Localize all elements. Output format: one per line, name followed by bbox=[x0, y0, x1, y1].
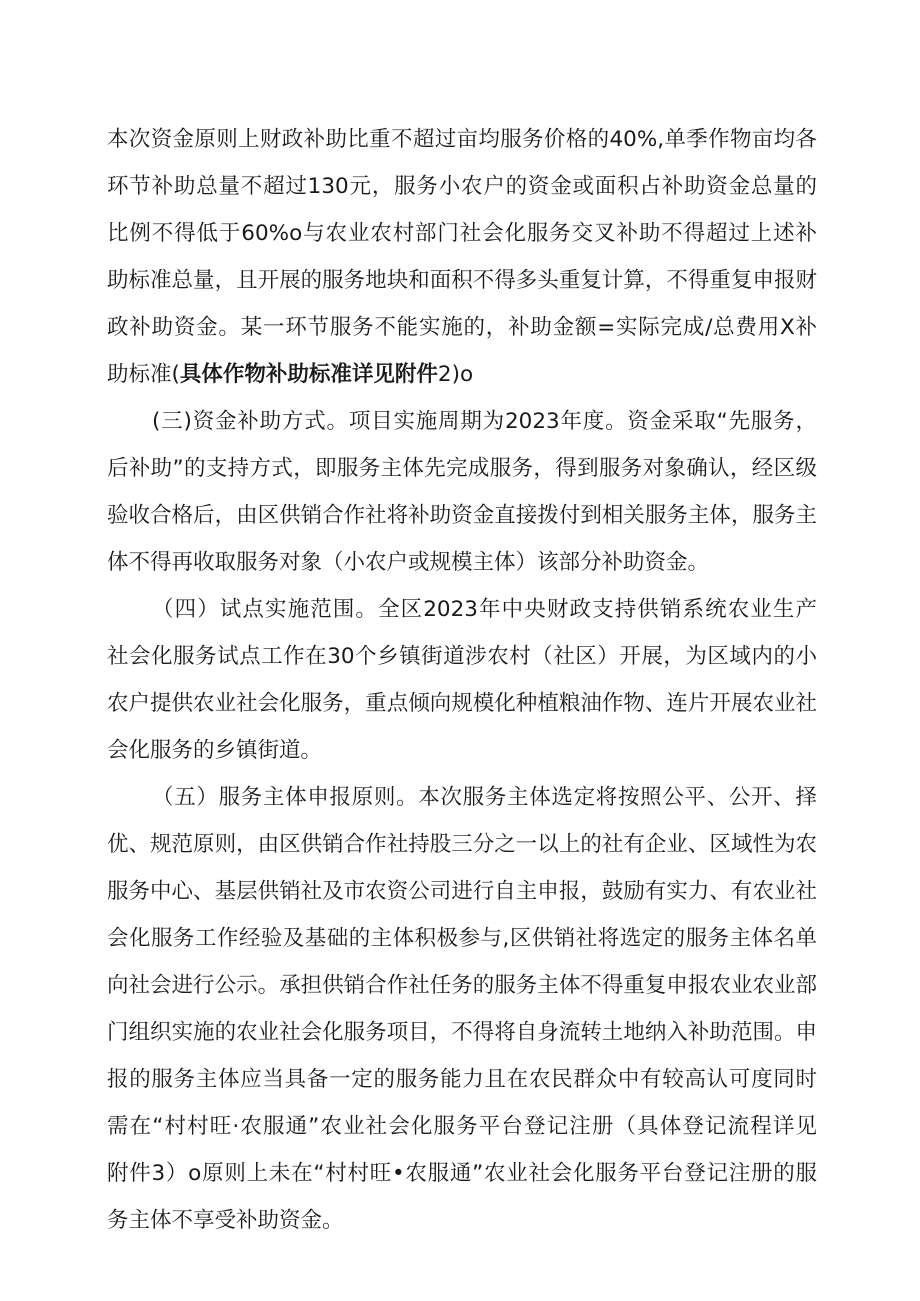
p3-line-2: 社会化服务试点工作在30个乡镇街道涉农村（社区）开展，为区域内的小 bbox=[107, 644, 817, 669]
p2-line-4: 体不得再收取服务对象（小农户或规模主体）该部分补助资金。 bbox=[107, 550, 710, 575]
p2-line-3: 验收合格后，由区供销合作社将补助资金直接拨付到相关服务主体，服务主 bbox=[107, 503, 817, 528]
p4-line-7: 报的服务主体应当具备一定的服务能力且在农民群众中有较高认可度同时 bbox=[107, 1067, 817, 1092]
p1-line-5: 政补助资金。某一环节服务不能实施的，补助金额=实际完成/总费用X补 bbox=[107, 315, 817, 340]
p4-line-10: 务主体不享受补助资金。 bbox=[107, 1208, 344, 1233]
p4-line-3: 服务中心、基层供销社及市农资公司进行自主申报，鼓励有实力、有农业社 bbox=[107, 879, 817, 904]
p4-line-1: （五）服务主体申报原则。本次服务主体选定将按照公平、公开、择 bbox=[152, 785, 817, 810]
p4-line-5: 向社会进行公示。承担供销合作社任务的服务主体不得重复申报农业农业部 bbox=[107, 973, 817, 998]
p3-line-4: 会化服务的乡镇街道。 bbox=[107, 738, 323, 763]
p1-line-1: 本次资金原则上财政补助比重不超过亩均服务价格的40%,单季作物亩均各 bbox=[107, 127, 817, 152]
p1-last-bold: 具体作物补助标准详见附件 bbox=[179, 362, 438, 387]
p4-line-8: 需在“村村旺·农服通”农业社会化服务平台登记注册（具体登记流程详见 bbox=[107, 1114, 817, 1139]
p4-line-9: 附件3）o原则上未在“村村旺•农服通”农业社会化服务平台登记注册的服 bbox=[107, 1161, 817, 1186]
p1-last-prefix: 助标准( bbox=[107, 362, 180, 387]
p4-line-2: 优、规范原则，由区供销合作社持股三分之一以上的社有企业、区域性为农 bbox=[107, 832, 817, 857]
p1-line-2: 环节补助总量不超过130元，服务小农户的资金或面积占补助资金总量的 bbox=[107, 174, 817, 199]
p2-line-1: (三)资金补助方式。项目实施周期为2023年度。资金采取“先服务， bbox=[152, 409, 817, 434]
p3-line-1: （四）试点实施范围。全区2023年中央财政支持供销系统农业生产 bbox=[152, 597, 817, 622]
p4-line-4: 会化服务工作经验及基础的主体积极参与,区供销社将选定的服务主体名单 bbox=[107, 926, 817, 951]
p1-line-3: 比例不得低于60%o与农业农村部门社会化服务交叉补助不得超过上述补 bbox=[107, 221, 817, 246]
p4-line-6: 门组织实施的农业社会化服务项目，不得将自身流转土地纳入补助范围。申 bbox=[107, 1020, 817, 1045]
p2-line-2: 后补助”的支持方式，即服务主体先完成服务，得到服务对象确认，经区级 bbox=[107, 456, 817, 481]
p3-line-3: 农户提供农业社会化服务，重点倾向规模化种植粮油作物、连片开展农业社 bbox=[107, 691, 817, 716]
p1-last-suffix: 2)o bbox=[437, 362, 474, 387]
p1-line-6 bbox=[107, 355, 817, 395]
p1-line-4: 助标准总量，且开展的服务地块和面积不得多头重复计算，不得重复申报财 bbox=[107, 268, 817, 293]
